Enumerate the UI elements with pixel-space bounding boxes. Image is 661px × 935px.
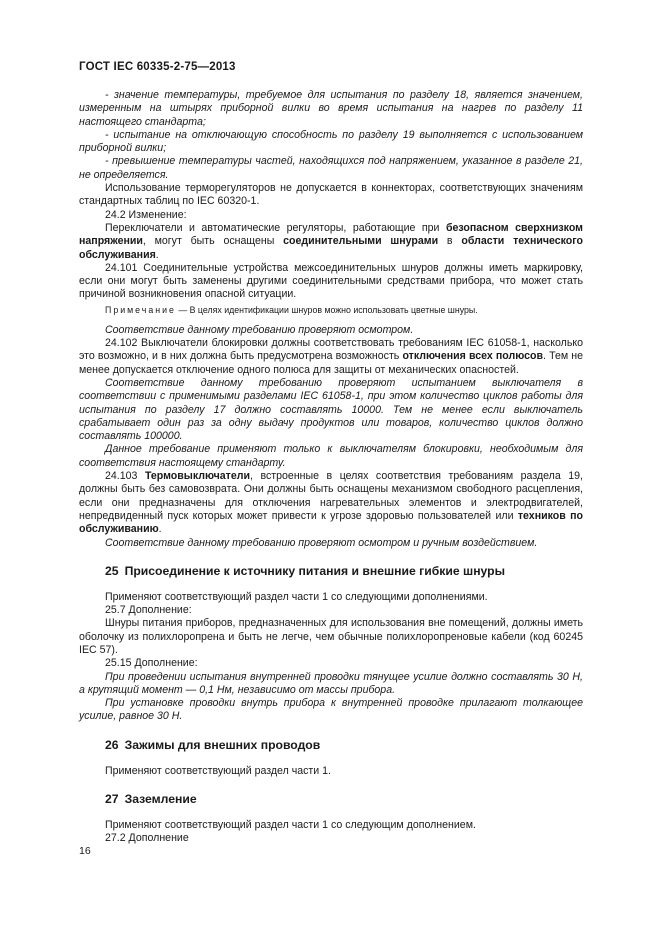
paragraph — [79, 209, 583, 222]
bold-term: области технического обслуживания — [79, 235, 584, 261]
section-title: Заземление — [124, 792, 197, 807]
paragraph — [79, 537, 583, 550]
paragraph — [79, 337, 583, 377]
section-number: 27 — [105, 792, 119, 807]
text-run: — В целях идентификации шнуров можно использовать цветные шнуры. — [175, 304, 478, 315]
text-run: Использование терморегуляторов не допускается в коннекторах, соответствующих значениям стандартных таблиц по IEC 60320-1. — [79, 182, 583, 208]
paragraph — [79, 89, 583, 129]
text-run: Шнуры питания приборов, предназначенных для использования вне помещений, должны иметь оболочку из полихлоропрена и быть не легче, чем обычные полихлоропреновые кабели (код 60245 IEC 57). — [79, 617, 583, 656]
section-heading — [79, 564, 583, 579]
bold-term: безопасном сверхнизком напряжении — [79, 221, 583, 248]
text-run: - превышение температуры частей, находящихся под напряжением, указанное в разделе 21, не определяется. — [79, 155, 583, 181]
section-number: 25 — [105, 563, 119, 578]
section-title: Зажимы для внешних проводов — [124, 737, 321, 752]
paragraph — [79, 262, 583, 302]
text-run: Данное требование применяют только к выключателям блокировки, необходимым для соответствия настоящему стандарту. — [79, 443, 583, 469]
text-run: - значение температуры, требуемое для испытания по разделу 18, является значением, измеренным на штырях приборной вилки во время испытания на нагрев по разделу 11 настоящего стандарта; — [79, 89, 583, 128]
paragraph — [79, 182, 583, 209]
paragraph — [79, 443, 583, 470]
paragraph — [79, 832, 583, 845]
text-run: Переключатели и автоматические регуляторы, работающие при — [105, 221, 446, 234]
text-run: 24.102 Выключатели блокировки должны соответствовать требованиям IEC 61058-1, насколько это возможно, и в них должна быть предусмотрена возможность — [79, 337, 583, 363]
paragraph — [79, 222, 583, 262]
paragraph — [79, 591, 583, 604]
paragraph — [79, 617, 583, 657]
text-run: Применяют соответствующий раздел части 1 со следующим дополнением. — [105, 819, 476, 832]
bold-term: Термовыключатели — [144, 470, 251, 483]
page-header: ГОСТ IEC 60335-2-75—2013 — [79, 61, 236, 73]
text-run: Применяют соответствующий раздел части 1 со следующими дополнениями. — [105, 590, 488, 603]
paragraph — [79, 377, 583, 443]
text-run: Соответствие данному требованию проверяют осмотром. — [105, 323, 414, 336]
page-number: 16 — [79, 845, 91, 857]
section-heading — [79, 738, 583, 753]
paragraph — [79, 697, 583, 724]
text-run: Соответствие данному требованию проверяют испытанием выключателя в соответствии с применимыми разделами IEC 61058-1, при этом количество циклов работы для испытания по разделу 17 должно составлять 10000. Тем не менее если выключатель срабатывает один раз за одну выдачу продуктов или товаров, количество циклов должно составлять 100000. — [79, 376, 583, 443]
text-run: 25.7 Дополнение: — [105, 604, 192, 617]
paragraph — [79, 604, 583, 617]
note-paragraph — [79, 304, 583, 316]
paragraph — [79, 671, 583, 698]
text-run: . — [155, 248, 159, 261]
text-run: в — [438, 235, 462, 248]
section-number: 26 — [105, 737, 119, 752]
bold-term: соединительными шнурами — [283, 235, 439, 248]
paragraph — [79, 155, 583, 182]
text-run: Применяют соответствующий раздел части 1. — [105, 764, 331, 777]
text-run: 25.15 Дополнение: — [105, 657, 198, 670]
paragraph — [79, 470, 583, 536]
section-title: Присоединение к источнику питания и внешние гибкие шнуры — [124, 563, 506, 578]
text-run: При установке проводки внутрь прибора к внутренней проводке прилагают толкающее усилие, равное 30 Н. — [79, 697, 583, 723]
paragraph — [79, 819, 583, 832]
text-run: , могут быть оснащены — [142, 235, 284, 248]
note-label: Примечание — [105, 304, 176, 315]
text-run: . Тем не менее допускается отключение одного полюса для защиты от механических опасностей. — [79, 350, 583, 376]
document-body — [79, 89, 583, 846]
paragraph — [79, 129, 583, 156]
text-run: 24.2 Изменение: — [105, 208, 187, 221]
text-run: 24.101 Соединительные устройства межсоединительных шнуров должны иметь маркировку, если они могут быть заменены другими соединительными средствами прибора, что может стать причиной возникновения опасной ситуации. — [79, 261, 583, 301]
text-run: , встроенные в целях соответствия требованиям раздела 19, должны быть без самовозврата. Они должны быть оснащены механизмом свободного расцепления, если они предназначены для отключения нагревательных элементов и электродвигателей, непредвиденный пуск которых может привести к угрозе здоровью пользователей или — [79, 470, 583, 522]
text-run: При проведении испытания внутренней проводки тянущее усилие должно составлять 30 Н, а крутящий момент — 0,1 Нм, независимо от массы прибора. — [79, 670, 583, 696]
text-run: 27.2 Дополнение — [105, 832, 189, 845]
text-run: . — [158, 523, 162, 536]
text-run: 24.103 — [105, 470, 145, 483]
bold-term: техников по обслуживанию — [79, 509, 583, 536]
bold-term: отключения всех полюсов — [402, 350, 543, 363]
paragraph — [79, 765, 583, 778]
text-run: Соответствие данному требованию проверяют осмотром и ручным воздействием. — [105, 536, 538, 549]
section-heading — [79, 792, 583, 807]
text-run: - испытание на отключающую способность по разделу 19 выполняется с использованием приборной вилки; — [79, 128, 583, 155]
paragraph — [79, 657, 583, 670]
paragraph — [79, 324, 583, 337]
